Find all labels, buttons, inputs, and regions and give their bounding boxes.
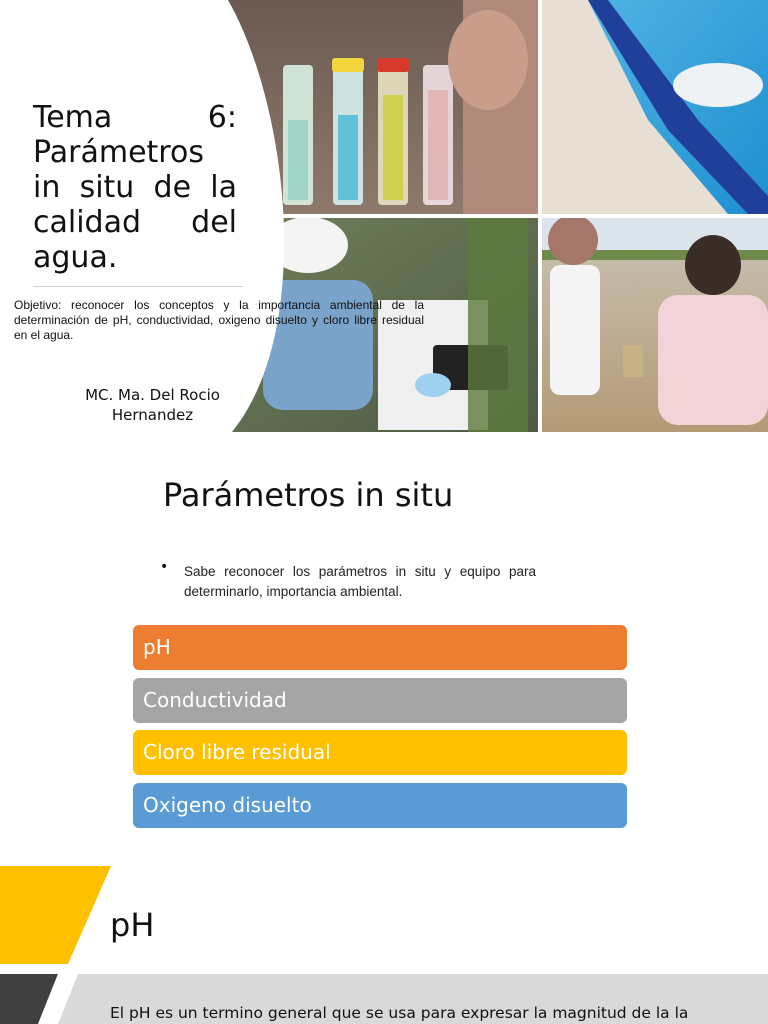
- parameter-ph: pH: [133, 625, 627, 670]
- author-line-1: MC. Ma. Del Rocio: [85, 386, 220, 404]
- parameter-conductividad: Conductividad: [133, 678, 627, 723]
- photo-collage: [228, 0, 768, 432]
- slide-decoration: [0, 864, 768, 1024]
- body-text: El pH es un termino general que se usa para expresar la magnitud de la la: [110, 1004, 689, 1022]
- parameter-oxigeno-disuelto: Oxigeno disuelto: [133, 783, 627, 828]
- photo-pool: [540, 0, 768, 214]
- bullet-icon: •: [160, 559, 169, 575]
- parameters-slide: [0, 432, 768, 864]
- slide-title: Parámetros in situ: [163, 476, 454, 514]
- slide-title: Tema 6: Parámetros in situ de la calidad del agua.: [33, 100, 237, 275]
- photo-river-sampling: [540, 215, 768, 432]
- bullet-text: Sabe reconocer los parámetros in situ y equipo para determinarlo, importancia ambiental.: [184, 564, 536, 599]
- ph-slide: [0, 864, 768, 1024]
- parameter-cloro-libre-residual: Cloro libre residual: [133, 730, 627, 775]
- author: [70, 385, 235, 425]
- title-slide: [0, 0, 768, 432]
- slide-title: pH: [110, 906, 155, 944]
- title-separator: [33, 286, 243, 287]
- author-line-2: Hernandez: [111, 406, 194, 424]
- objective-text: Objetivo: reconocer los conceptos y la importancia ambiental de la determinación de pH, conductividad, oxigeno disuelto y cloro libre residual en el agua.: [14, 298, 424, 342]
